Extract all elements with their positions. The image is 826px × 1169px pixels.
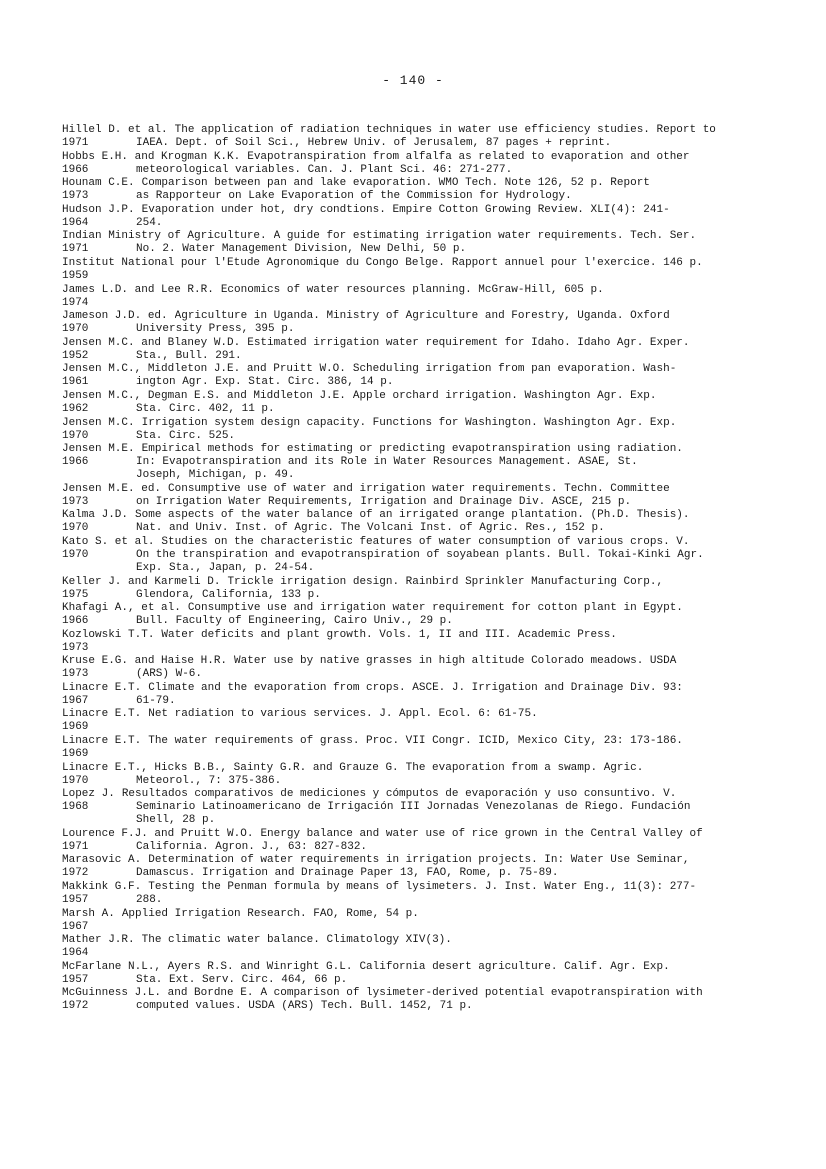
reference-line [62,589,762,602]
reference-year: 1969 [62,748,89,761]
reference-entry [62,934,762,960]
reference-line [62,549,762,562]
reference-author: Hobbs E.H. and Krogman K.K. [62,150,241,163]
reference-year: 1972 [62,1000,89,1013]
reference-line [62,284,762,297]
reference-line [62,323,762,336]
reference-entry [62,735,762,761]
reference-year: 1973 [62,641,89,654]
reference-year: 1957 [62,894,89,907]
reference-author: Kato S. et al. [62,535,155,548]
reference-entry [62,762,762,788]
reference-year: 1966 [62,615,89,628]
reference-entry [62,230,762,256]
reference-text: Water deficits and plant growth. Vols. 1, II and III. Academic Press. [161,628,617,641]
reference-line [62,376,762,389]
reference-year: 1967 [62,694,89,707]
reference-indent [62,469,136,482]
reference-author: Keller J. and Karmeli D. [62,575,221,588]
reference-text: Comparison between pan and lake evaporation. WMO Tech. Note 126, 52 p. Report [141,177,650,190]
reference-year: 1967 [62,920,89,933]
reference-text: No. 2. Water Management Division, New Delhi, 50 p. [136,243,467,256]
reference-author: Marsh A. [62,907,115,920]
reference-line [62,655,762,668]
reference-text: Consumptive use of water and irrigation water requirements. Techn. Committee [168,482,670,495]
reference-entry [62,284,762,310]
reference-year: 1975 [62,588,89,601]
reference-author: Jensen M.C., Middleton J.E. and Pruitt W.O. [62,363,346,376]
reference-text: Evaporation under hot, dry condtions. Empire Cotton Growing Review. XLI(4): 241- [141,203,670,216]
reference-line [62,177,762,190]
reference-line [62,642,762,655]
reference-entry [62,682,762,708]
reference-line [62,695,762,708]
reference-line [62,841,762,854]
reference-text: Economics of water resources planning. McGraw-Hill, 605 p. [220,283,604,296]
reference-author: Hudson J.P. [62,203,135,216]
reference-text: Climate and the evaporation from crops. ASCE. J. Irrigation and Drainage Div. 93: [148,681,683,694]
reference-text: IAEA. Dept. of Soil Sci., Hebrew Univ. of Jerusalem, 87 pages + reprint. [136,137,612,149]
reference-text: meteorological variables. Can. J. Plant Sci. 46: 271-277. [136,163,513,176]
reference-line [62,443,762,456]
reference-line [62,894,762,907]
reference-text: Irrigation system design capacity. Functions for Washington. Washington Agr. Exp. [141,416,677,429]
reference-line [62,562,762,575]
reference-line [62,151,762,164]
reference-author: Linacre E.T. [62,708,142,721]
reference-entry [62,788,762,827]
reference-text: Energy balance and water use of rice grown in the Central Valley of [260,827,703,840]
reference-author: James L.D. and Lee R.R. [62,283,214,296]
reference-year: 1971 [62,243,89,256]
reference-line [62,921,762,934]
reference-author: Linacre E.T., Hicks B.B., Sainty G.R. and Grauze G. [62,761,399,774]
reference-year: 1959 [62,269,89,282]
reference-entry [62,443,762,482]
reference-text: 61-79. [136,694,176,707]
reference-line [62,748,762,761]
reference-text: Sta. Circ. 525. [136,429,236,442]
reference-year: 1961 [62,376,89,389]
reference-line [62,337,762,350]
reference-year: 1973 [62,190,89,203]
reference-author: Marasovic A. [62,854,142,867]
reference-entry [62,655,762,681]
reference-text: The application of radiation techniques in water use efficiency studies. Report to [174,124,716,136]
reference-text: Some aspects of the water balance of an irrigated orange plantation. (Ph.D. Thesis). [135,509,690,522]
reference-line [62,496,762,509]
reference-entry [62,881,762,907]
reference-year: 1971 [62,840,89,853]
reference-line [62,854,762,867]
reference-year: 1962 [62,402,89,415]
reference-text: Testing the Penman formula by means of lysimeters. J. Inst. Water Eng., 11(3): 277- [148,881,697,894]
reference-line [62,682,762,695]
reference-line [62,536,762,549]
reference-text: Water use by native grasses in high altitude Colorado meadows. USDA [234,655,677,668]
reference-author: Jensen M.C. and Blaney W.D. [62,336,241,349]
reference-line [62,190,762,203]
reference-text: California. Agron. J., 63: 827-832. [136,840,368,853]
reference-line [62,602,762,615]
reference-line [62,788,762,801]
reference-year: 1970 [62,548,89,561]
reference-author: Kruse E.G. and Haise H.R. [62,655,228,668]
reference-line [62,456,762,469]
reference-entry [62,509,762,535]
reference-entry [62,961,762,987]
reference-line [62,775,762,788]
reference-author: Jensen M.C., Degman E.S. and Middleton J.E. [62,389,346,402]
reference-line [62,615,762,628]
reference-line [62,297,762,310]
reference-entry [62,204,762,230]
reference-line [62,270,762,283]
reference-line [62,735,762,748]
reference-entry [62,536,762,575]
reference-line [62,881,762,894]
reference-author: Linacre E.T. [62,735,142,748]
reference-text: Shell, 28 p. [136,814,216,827]
reference-author: Lourence F.J. and Pruitt W.O. [62,827,254,840]
reference-author: Jensen M.C. [62,416,135,429]
reference-line [62,243,762,256]
reference-line [62,814,762,827]
reference-entry [62,708,762,734]
reference-text: University Press, 395 p. [136,323,295,336]
reference-text: The climatic water balance. Climatology XIV(3). [141,934,452,947]
reference-text: The evaporation from a swamp. Agric. [405,761,644,774]
reference-line [62,762,762,775]
reference-entry [62,854,762,880]
page-number: - 140 - [382,73,444,88]
reference-line [62,576,762,589]
reference-text: In: Evapotranspiration and its Role in Water Resources Management. ASAE, St. [136,456,638,469]
reference-entry [62,987,762,1013]
reference-text: Studies on the characteristic features of water consumption of various crops. V. [161,535,690,548]
reference-line [62,124,762,137]
reference-text: Resultados comparativos de mediciones y cómputos de evaporación y uso consuntivo. V. [121,788,677,801]
reference-text: Seminario Latinoamericano de Irrigación III Jornadas Venezolanas de Riego. Fundación [136,801,691,814]
reference-line [62,828,762,841]
reference-text: The water requirements of grass. Proc. VII Congr. ICID, Mexico City, 23: 173-186. [148,735,683,748]
reference-year: 1973 [62,495,89,508]
reference-author: Hillel D. et al. [62,124,168,136]
reference-line [62,403,762,416]
reference-text: Consumptive use and irrigation water requirement for cotton plant in Egypt. [187,602,683,615]
reference-line [62,721,762,734]
reference-line [62,1000,762,1013]
reference-text: on Irrigation Water Requirements, Irrigation and Drainage Div. ASCE, 215 p. [136,495,632,508]
reference-year: 1970 [62,774,89,787]
reference-year: 1971 [62,137,89,149]
reference-text: Applied Irrigation Research. FAO, Rome, 54 p. [121,907,419,920]
reference-text: Sta. Circ. 402, 11 p. [136,402,275,415]
reference-list [62,124,762,1014]
reference-year: 1964 [62,216,89,229]
reference-text: 288. [136,894,163,907]
reference-entry [62,483,762,509]
reference-author: Makkink G.F. [62,881,142,894]
reference-text: as Rapporteur on Lake Evaporation of the Commission for Hydrology. [136,190,572,203]
reference-entry [62,310,762,336]
reference-line [62,934,762,947]
reference-text: Sta. Ext. Serv. Circ. 464, 66 p. [136,973,348,986]
reference-line [62,164,762,177]
reference-entry [62,828,762,854]
reference-text: Estimated irrigation water requirement for Idaho. Idaho Agr. Exper. [247,336,690,349]
reference-line [62,974,762,987]
reference-author: Mather J.R. [62,934,135,947]
reference-text: Meteorol., 7: 375-386. [136,774,282,787]
reference-entry [62,576,762,602]
reference-text: (ARS) W-6. [136,668,203,681]
reference-entry [62,390,762,416]
reference-year: 1968 [62,801,89,814]
reference-text: Bull. Faculty of Engineering, Cairo Univ., 29 p. [136,615,453,628]
reference-line [62,217,762,230]
reference-entry [62,257,762,283]
reference-line [62,947,762,960]
reference-author: Institut National pour l'Etude Agronomique du Congo Belge. [62,256,445,269]
reference-text: Exp. Sta., Japan, p. 24-54. [136,561,315,574]
reference-line [62,390,762,403]
reference-text: Rapport annuel pour l'exercice. 146 p. [451,256,703,269]
reference-text: 254. [136,216,163,229]
reference-line [62,417,762,430]
reference-line [62,137,762,150]
reference-line [62,310,762,323]
reference-entry [62,602,762,628]
reference-text: A comparison of lysimeter-derived potential evapotranspiration with [260,987,703,1000]
reference-line [62,629,762,642]
reference-text: Net radiation to various services. J. Appl. Ecol. 6: 61-75. [148,708,538,721]
reference-year: 1973 [62,668,89,681]
reference-text: Scheduling irrigation from pan evaporation. Wash- [352,363,677,376]
reference-author: Jensen M.E. ed. [62,482,162,495]
reference-author: Jameson J.D. ed. [62,310,168,323]
reference-text: Agriculture in Uganda. Ministry of Agriculture and Forestry, Uganda. Oxford [174,310,670,323]
reference-line [62,430,762,443]
reference-entry [62,337,762,363]
reference-text: ington Agr. Exp. Stat. Circ. 386, 14 p. [136,376,394,389]
reference-text: Empirical methods for estimating or predicting evapotranspiration using radiation. [141,443,683,456]
reference-text: Evapotranspiration from alfalfa as related to evaporation and other [247,150,690,163]
reference-author: McFarlane N.L., Ayers R.S. and Winright G.L. [62,960,353,973]
reference-line [62,469,762,482]
reference-line [62,867,762,880]
reference-entry [62,363,762,389]
reference-year: 1970 [62,429,89,442]
reference-indent [62,814,136,827]
reference-year: 1972 [62,867,89,880]
reference-line [62,522,762,535]
reference-author: McGuinness J.L. and Bordne E. [62,987,254,1000]
reference-line [62,363,762,376]
reference-year: 1970 [62,522,89,535]
reference-line [62,908,762,921]
reference-text: Trickle irrigation design. Rainbird Sprinkler Manufacturing Corp., [227,575,664,588]
reference-author: Lopez J. [62,788,115,801]
reference-author: Linacre E.T. [62,681,142,694]
reference-year: 1974 [62,296,89,309]
reference-text: Joseph, Michigan, p. 49. [136,469,295,482]
reference-text: On the transpiration and evapotranspiration of soyabean plants. Bull. Tokai-Kinki Agr. [136,548,704,561]
reference-line [62,708,762,721]
reference-entry [62,417,762,443]
reference-author: Khafagi A., et al. [62,602,181,615]
reference-year: 1964 [62,947,89,960]
reference-text: computed values. USDA (ARS) Tech. Bull. 1452, 71 p. [136,1000,473,1013]
reference-entry [62,908,762,934]
reference-author: Kozlowski T.T. [62,628,155,641]
reference-year: 1966 [62,163,89,176]
reference-entry [62,151,762,177]
reference-line [62,204,762,217]
reference-text: A guide for estimating irrigation water requirements. Tech. Ser. [273,230,697,243]
reference-author: Indian Ministry of Agriculture. [62,230,267,243]
reference-line [62,668,762,681]
reference-year: 1970 [62,323,89,336]
reference-line [62,961,762,974]
reference-entry [62,629,762,655]
reference-line [62,483,762,496]
reference-line [62,350,762,363]
reference-year: 1957 [62,973,89,986]
reference-text: Determination of water requirements in irrigation projects. In: Water Use Seminar, [148,854,690,867]
reference-year: 1952 [62,349,89,362]
reference-entry [62,124,762,150]
reference-line [62,230,762,243]
reference-entry [62,177,762,203]
reference-author: Jensen M.E. [62,443,135,456]
reference-line [62,257,762,270]
reference-line [62,509,762,522]
reference-text: Damascus. Irrigation and Drainage Paper 13, FAO, Rome, p. 75-89. [136,867,559,880]
reference-year: 1966 [62,456,89,469]
reference-author: Hounam C.E. [62,177,135,190]
reference-text: Nat. and Univ. Inst. of Agric. The Volcani Inst. of Agric. Res., 152 p. [136,522,605,535]
reference-text: Apple orchard irrigation. Washington Agr. Exp. [352,389,657,402]
reference-line [62,801,762,814]
reference-year: 1969 [62,721,89,734]
reference-text: California desert agriculture. Calif. Agr. Exp. [359,960,670,973]
reference-text: Glendora, California, 133 p. [136,588,321,601]
reference-indent [62,562,136,575]
reference-line [62,987,762,1000]
reference-text: Sta., Bull. 291. [136,349,242,362]
reference-author: Kalma J.D. [62,509,129,522]
